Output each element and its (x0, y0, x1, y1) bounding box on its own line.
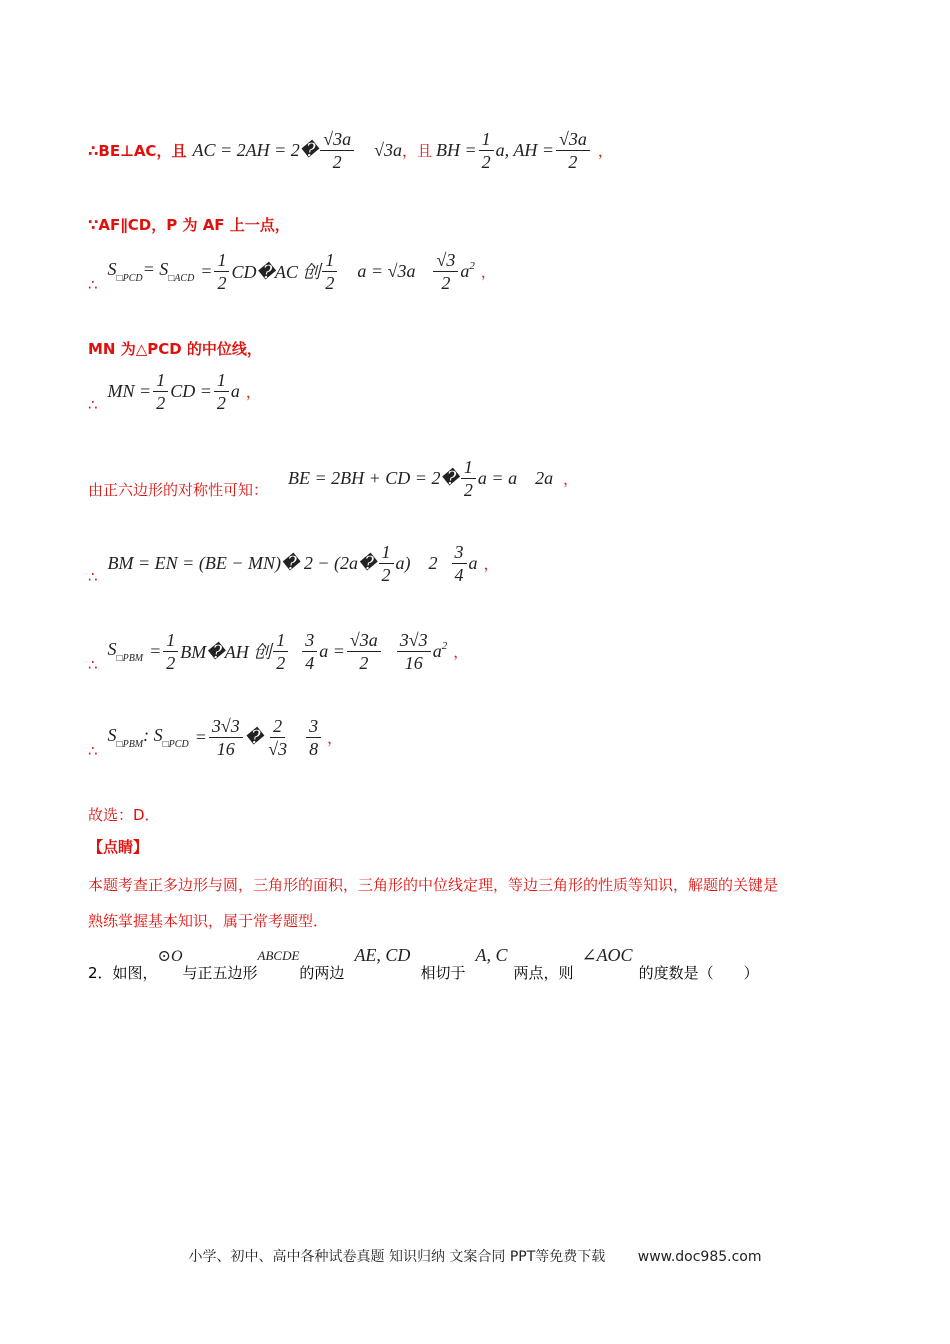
numerator: 1 (214, 369, 229, 392)
line-1-mid: ，且 (402, 142, 433, 160)
numerator: 1 (479, 128, 494, 151)
therefore-symbol: ∴ (88, 742, 98, 760)
line-1-end: ， (597, 142, 613, 160)
subscript: □PCD (162, 738, 189, 750)
numerator: √3a (556, 128, 590, 151)
fraction (302, 629, 317, 674)
footer-text: 小学、初中、高中各种试卷真题 知识归纳 文案合同 PPT等免费下载 (188, 1249, 606, 1265)
numerator: √3a (320, 128, 354, 151)
s: S (107, 258, 117, 279)
line-1-eq2a: BH = (436, 140, 477, 160)
numerator: 3 (302, 629, 317, 652)
comment-line-2: 熟练掌握基本知识，属于常考题型． (88, 912, 329, 930)
numerator: 1 (214, 249, 229, 272)
line-1-prefix: ∴BE⊥AC，且 (88, 142, 187, 160)
eq-part: a (230, 380, 240, 401)
numerator: 3 (306, 715, 321, 738)
denominator: 2 (381, 564, 391, 585)
eq-part (143, 259, 195, 284)
numerator: 1 (379, 541, 394, 564)
line-1 (88, 128, 613, 173)
denominator: 2 (325, 272, 335, 293)
placeholder-glyph: � (358, 552, 377, 573)
denominator: 2 (332, 152, 342, 172)
answer: 故选：D． (88, 806, 160, 824)
line-end: ， (563, 470, 579, 488)
subscript: □PCD (116, 272, 143, 284)
subscript: □PBM (116, 738, 144, 750)
fraction (379, 541, 394, 586)
fraction (214, 249, 229, 294)
area-symbol (108, 259, 143, 284)
line-end: ， (245, 382, 261, 401)
denominator: 2 (216, 392, 226, 413)
footer (0, 1246, 950, 1266)
footer-link[interactable]: www.doc985.com (637, 1249, 762, 1265)
denominator: 16 (216, 738, 235, 759)
line-6 (88, 456, 578, 501)
line-end: ， (453, 642, 469, 661)
line-1-eq1b: √3a (374, 140, 402, 160)
therefore-symbol: ∴ (88, 656, 98, 674)
denominator: 16 (404, 652, 423, 673)
line-1-eq1: AC = 2AH = 2 (192, 140, 300, 160)
line-end: ， (483, 554, 499, 573)
numerator: 3√3 (209, 715, 243, 738)
denominator: 2 (481, 152, 491, 172)
line-5 (88, 368, 261, 414)
numerator: √3a (347, 629, 381, 652)
eq-part: CD = (170, 380, 212, 401)
eq-part: BM = EN = (BE − MN)� 2 − (2a (107, 552, 359, 573)
q2-text: 与正五边形 (182, 964, 258, 982)
line-7 (88, 540, 499, 586)
denominator: √3 (268, 738, 288, 759)
eq-part: MN = (107, 380, 152, 401)
eq-part (433, 640, 448, 662)
denominator: 2 (568, 152, 578, 172)
eq-part (460, 260, 475, 282)
eq-part (143, 725, 189, 750)
fraction (397, 629, 431, 674)
numerator: 1 (461, 456, 476, 479)
comment-line-1: 本题考查正多边形与圆，三角形的面积，三角形的中位线定理，等边三角形的性质等知识，解题的关键是 (88, 876, 779, 894)
points-label: A, C (475, 945, 508, 965)
denominator: 8 (309, 738, 319, 759)
numerator: 1 (322, 249, 337, 272)
s: S (107, 638, 117, 659)
fraction (556, 128, 590, 173)
numerator: 1 (153, 369, 168, 392)
numerator: 2 (270, 715, 285, 738)
denominator: 2 (276, 652, 286, 673)
fraction (320, 128, 354, 173)
superscript: 2 (469, 260, 475, 272)
q2-text: 的两边 (299, 964, 345, 982)
line-6-text: 由正六边形的对称性可知： (88, 481, 269, 499)
fraction (452, 541, 467, 586)
line-3 (88, 248, 496, 294)
fraction (479, 128, 494, 173)
line-8 (88, 628, 468, 674)
denominator: 2 (156, 392, 166, 413)
eq-part: a = √3a (357, 260, 416, 281)
eq-part: BE = 2BH + CD = 2 (288, 468, 441, 488)
fraction (461, 456, 476, 501)
eq-part: = (149, 640, 162, 661)
line-4: MN 为△PCD 的中位线， (88, 340, 262, 358)
q2-text: 两点，则 (513, 964, 574, 982)
denominator: 2 (359, 652, 369, 673)
pentagon-label: ABCDE (257, 947, 300, 963)
fraction (214, 369, 229, 414)
fraction (153, 369, 168, 414)
fraction (433, 249, 458, 294)
eq-part: CD�AC 创 (231, 262, 321, 282)
eq-part: a) 2 (395, 552, 438, 573)
question-number: 2．如图， (88, 964, 158, 982)
angle-label: ∠AOC (581, 945, 633, 965)
eq-part: = (194, 726, 207, 747)
fraction (163, 629, 178, 674)
fraction (347, 629, 381, 674)
area-symbol (108, 639, 144, 664)
denominator: 2 (441, 272, 451, 293)
eq-part: a = (319, 640, 345, 661)
q2-text: 相切于 (420, 964, 466, 982)
therefore-symbol: ∴ (88, 276, 98, 294)
numerator: 3 (452, 541, 467, 564)
numerator: 1 (273, 629, 288, 652)
s: S (107, 724, 117, 745)
sides-label: AE, CD (354, 945, 411, 965)
circle-symbol: ⊙O (157, 947, 183, 965)
fraction (209, 715, 243, 760)
s2: = S (142, 258, 169, 279)
subscript: □ACD (168, 272, 195, 284)
line-end: ， (480, 262, 496, 281)
numerator: 3√3 (397, 629, 431, 652)
placeholder-glyph: � (299, 140, 319, 160)
line-9 (88, 714, 342, 760)
denominator: 2 (166, 652, 176, 673)
eq-part: BM�AH 创 (180, 642, 272, 662)
denominator: 4 (454, 564, 464, 585)
line-1-eq2b: a, AH = (495, 140, 554, 160)
denominator: 2 (463, 480, 473, 500)
comment-title: 【点睛】 (88, 838, 149, 856)
area-symbol (108, 725, 144, 750)
eq-part: a = a 2a (477, 468, 554, 488)
denominator: 2 (217, 272, 227, 293)
subscript: □PBM (116, 652, 144, 664)
line-2: ∵AF∥CD，P 为 AF 上一点， (88, 216, 290, 234)
numerator: √3 (433, 249, 458, 272)
a: a (432, 641, 442, 661)
denominator: 4 (305, 652, 315, 673)
therefore-symbol: ∴ (88, 568, 98, 586)
eq-part: � (244, 726, 264, 747)
fraction (273, 629, 288, 674)
line-end: ， (327, 728, 343, 747)
fraction (265, 715, 290, 760)
numerator: 1 (163, 629, 178, 652)
superscript: 2 (441, 640, 448, 652)
question-2 (88, 942, 759, 983)
fraction (322, 249, 337, 294)
eq-part: = (200, 260, 213, 281)
therefore-symbol: ∴ (88, 396, 98, 414)
placeholder-glyph: � (440, 468, 459, 488)
eq-part: a (468, 552, 478, 573)
q2-text: 的度数是（ ） (638, 964, 759, 982)
fraction (306, 715, 321, 760)
colon: : S (143, 724, 163, 745)
a: a (460, 261, 470, 281)
